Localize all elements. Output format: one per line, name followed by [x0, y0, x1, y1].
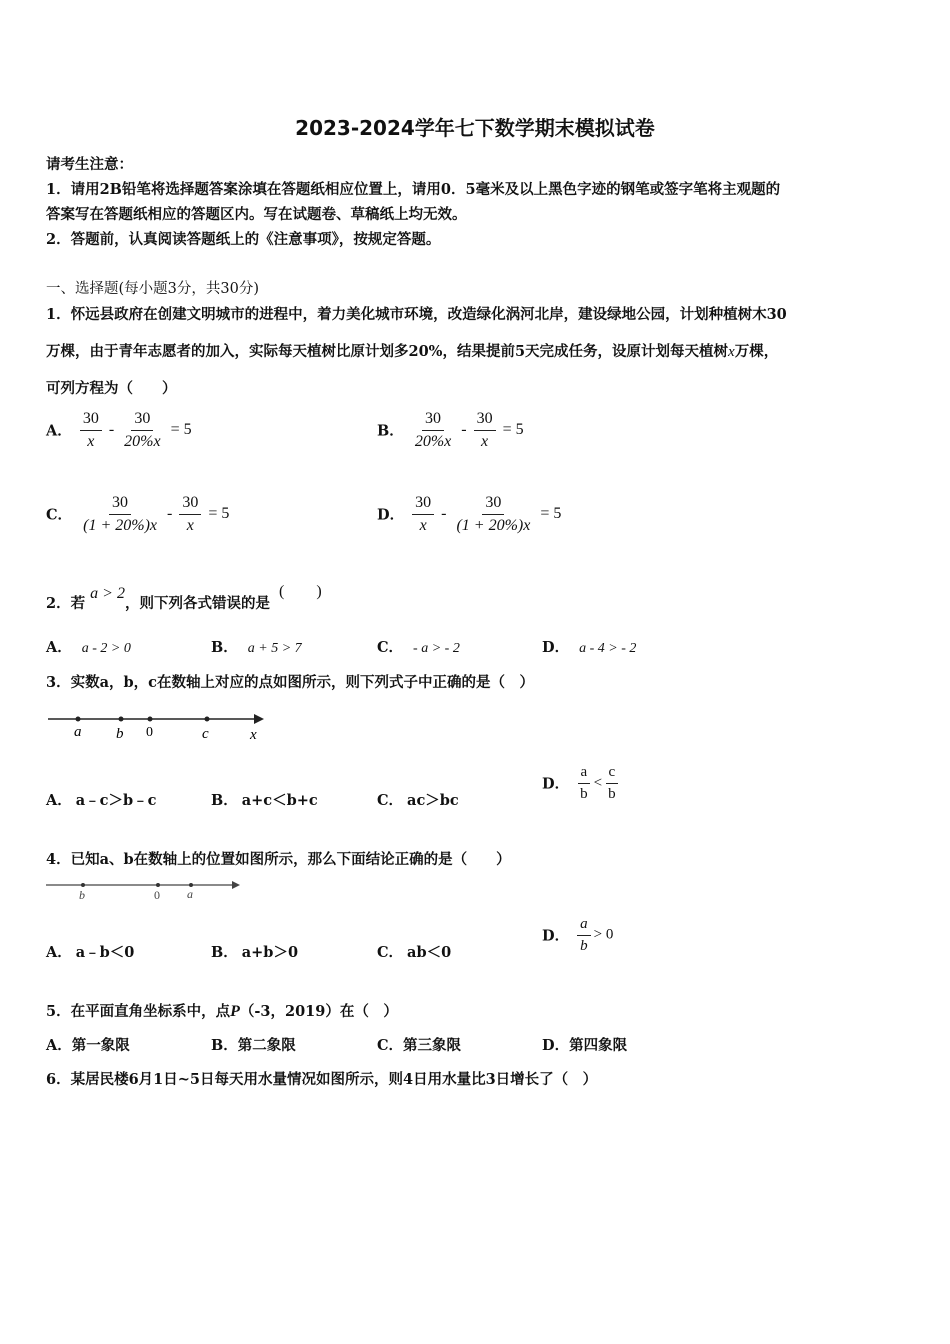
q2-pre: 2．若 [46, 595, 86, 612]
point-b [81, 883, 85, 887]
option-expr: a+b＞0 [241, 944, 299, 961]
option-label: A． [46, 639, 72, 656]
q2-post: ，则下列各式错误的是 [124, 595, 270, 612]
denominator: x [87, 433, 95, 450]
option-label: D． [377, 506, 405, 524]
q3-option-b[interactable] [211, 789, 318, 810]
option-expr: ac＞bc [407, 792, 459, 809]
option-expr: a﹣b＜0 [75, 944, 135, 961]
notice-line-2: 答案写在答题纸相应的答题区内。写在试题卷、草稿纸上均无效。 [46, 206, 467, 223]
denominator: (1 + 20%)x [83, 517, 157, 534]
denominator: (1 + 20%)x [456, 517, 531, 534]
option-label: D． [542, 639, 570, 656]
q5-stem [46, 1000, 398, 1021]
option-label: B． [211, 944, 238, 961]
numerator: 30 [482, 494, 504, 515]
operator: - [167, 505, 173, 523]
q4-option-a[interactable] [46, 941, 134, 962]
q1-var-x: x [728, 344, 735, 360]
q6-stem: 6．某居民楼6月1日~5日每天用水量情况如图所示，则4日用水量比3日增长了（ ） [46, 1071, 598, 1088]
q5-point: P [230, 1003, 240, 1020]
equals: = 5 [540, 505, 562, 523]
q1-line-2a: 万棵，由于青年志愿者的加入，实际每天植树比原计划多20%，结果提前5天完成任务，设原计划每天植树 [46, 343, 729, 360]
q3-option-d[interactable] [542, 764, 622, 803]
numerator: 30 [179, 494, 201, 515]
denominator: 20%x [124, 433, 161, 450]
denominator: x [481, 433, 489, 450]
option-label: C． [377, 792, 404, 809]
notice-line-3: 2．答题前，认真阅读答题纸上的《注意事项》，按规定答题。 [46, 231, 441, 248]
operator: - [461, 421, 467, 439]
numerator: 30 [422, 410, 444, 431]
label-zero: 0 [154, 888, 160, 902]
denominator: x [419, 517, 427, 534]
q4-option-c[interactable] [377, 941, 451, 962]
q1-option-a[interactable] [46, 410, 192, 451]
label-a: a [187, 887, 193, 901]
option-expr: a - 4 > - 2 [579, 641, 637, 656]
option-expr: a - 2 > 0 [81, 641, 131, 656]
q5-option-a[interactable] [46, 1034, 130, 1055]
point-a [76, 717, 81, 722]
label-x: x [250, 727, 257, 743]
section-heading: 一、选择题(每小题3分，共30分) [46, 281, 259, 297]
option-label: B． [377, 422, 404, 440]
q4-option-b[interactable] [211, 941, 298, 962]
numerator: 30 [474, 410, 496, 431]
point-zero [156, 883, 160, 887]
label-c: c [202, 726, 209, 742]
option-label: D． [542, 1037, 570, 1054]
axis-arrow-icon [232, 881, 240, 889]
axis-arrow-icon [254, 714, 264, 724]
numerator: a [578, 764, 591, 784]
notice-line-1: 1．请用2B铅笔将选择题答案涂填在答题纸相应位置上，请用0．5毫米及以上黑色字迹的钢笔或签字笔将主观题的 [46, 181, 781, 198]
operator: < [593, 775, 603, 791]
equals: = 5 [170, 421, 192, 439]
q2-condition: a > 2 [90, 585, 125, 602]
option-label: C． [46, 506, 73, 524]
operator: - [441, 505, 447, 523]
option-label: A． [46, 792, 72, 809]
q5-option-c[interactable] [377, 1034, 461, 1055]
equals: = 5 [502, 421, 524, 439]
q5-pre: 5．在平面直角坐标系中，点 [46, 1003, 231, 1020]
q1-line-2 [46, 340, 778, 361]
option-label: B． [211, 792, 238, 809]
label-b: b [116, 726, 124, 742]
denominator: b [580, 786, 588, 802]
option-label: A． [46, 944, 72, 961]
denominator: 20%x [414, 433, 452, 450]
option-text: 第二象限 [237, 1037, 296, 1054]
numerator: 30 [412, 494, 434, 515]
q5-option-b[interactable] [211, 1034, 296, 1055]
option-expr: a + 5 > 7 [247, 641, 302, 656]
numerator: 30 [80, 410, 102, 431]
q2-stem [46, 583, 322, 613]
numerator: 30 [109, 494, 131, 515]
q5-option-d[interactable] [542, 1034, 627, 1055]
numerator: a [577, 916, 591, 936]
option-text: 第三象限 [403, 1037, 462, 1054]
q3-option-c[interactable] [377, 789, 459, 810]
q2-paren: ( ) [279, 583, 322, 600]
q1-option-d[interactable] [377, 494, 561, 535]
option-label: D． [542, 927, 570, 945]
q3-stem: 3．实数a，b，c在数轴上对应的点如图所示，则下列式子中正确的是（ ） [46, 674, 534, 691]
notice-heading: 请考生注意： [46, 156, 133, 173]
q3-number-line [44, 708, 270, 744]
option-label: B． [211, 1037, 238, 1054]
option-expr: - a > - 2 [413, 641, 460, 656]
option-label: C． [377, 944, 404, 961]
q5-post: （-3，2019）在（ ） [239, 1003, 398, 1020]
denominator: b [608, 786, 616, 802]
option-expr: a﹣c＞b﹣c [75, 792, 157, 809]
q1-line-3: 可列方程为（ ） [46, 380, 177, 397]
option-label: C． [377, 639, 404, 656]
denominator: b [580, 938, 588, 954]
option-text: 第一象限 [71, 1037, 130, 1054]
page-title: 2023-2024学年七下数学期末模拟试卷 [295, 116, 655, 140]
option-label: A． [46, 422, 72, 440]
q2-option-d[interactable] [542, 636, 636, 657]
q1-line-2b: 万棵， [734, 343, 779, 360]
q2-option-a[interactable] [46, 636, 131, 657]
q2-option-b[interactable] [211, 636, 302, 657]
option-label: B． [211, 639, 238, 656]
numerator: c [606, 764, 619, 784]
option-label: C． [377, 1037, 404, 1054]
option-rest: > 0 [593, 926, 614, 943]
point-c [205, 717, 210, 722]
option-text: 第四象限 [569, 1037, 628, 1054]
q3-option-a[interactable] [46, 789, 156, 810]
q4-option-d[interactable] [542, 916, 613, 955]
point-zero [148, 717, 153, 722]
option-label: A． [46, 1037, 72, 1054]
numerator: 30 [131, 410, 153, 431]
label-a: a [74, 724, 82, 740]
operator: - [108, 421, 115, 439]
option-label: D． [542, 775, 570, 793]
label-b: b [79, 888, 85, 902]
q1-line-1: 1．怀远县政府在创建文明城市的进程中，着力美化城市环境，改造绿化涡河北岸，建设绿地公园，计划种植树木30 [46, 306, 787, 323]
equals: = 5 [208, 505, 230, 523]
q2-option-c[interactable] [377, 636, 460, 657]
point-b [119, 717, 124, 722]
q1-option-c[interactable] [46, 494, 229, 535]
q4-number-line [44, 876, 244, 904]
q4-stem: 4．已知a、b在数轴上的位置如图所示，那么下面结论正确的是（ ） [46, 851, 511, 868]
option-expr: a+c＜b+c [241, 792, 318, 809]
denominator: x [186, 517, 194, 534]
q1-option-b[interactable] [377, 410, 524, 451]
option-expr: ab＜0 [407, 944, 452, 961]
label-zero: 0 [146, 725, 153, 740]
